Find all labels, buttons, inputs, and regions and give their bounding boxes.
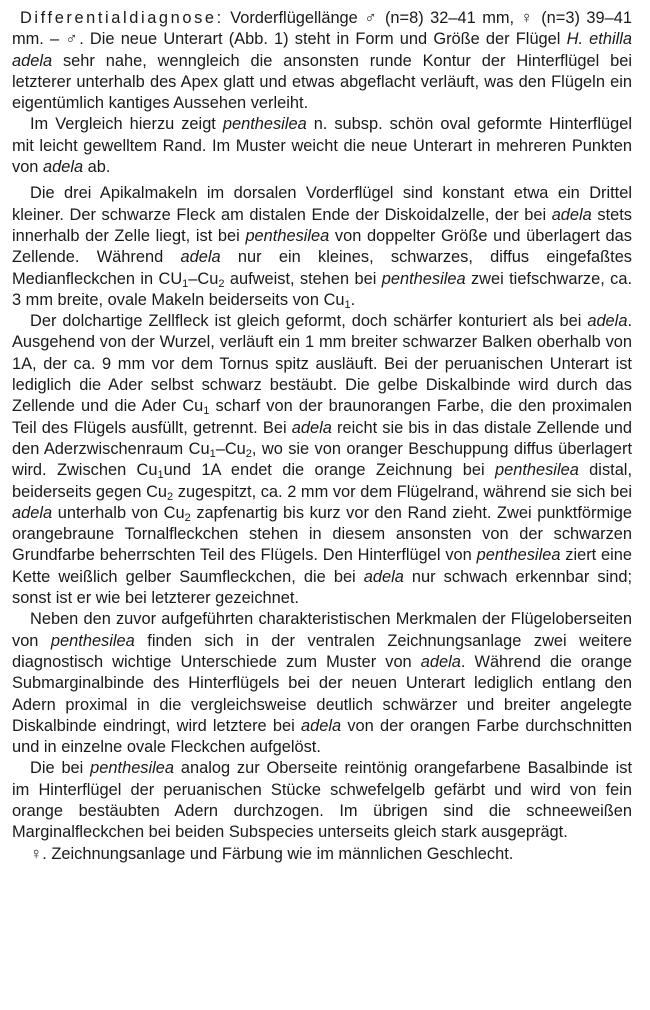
paragraph-2 (12, 114, 632, 178)
taxon-name: penthesilea (90, 759, 175, 778)
taxon-name: H. ethilla adela (12, 30, 632, 70)
text-run: analog zur Oberseite reintönig orangefarbene Basalbinde ist im Hinterflügel der peruanischen Stücke schwefelgelb gefärbt und wird von fein orange bestäubten Adern durchzogen. Im übrigen sind die schneeweißen Marginalfleckchen bei beiden Subspecies unterseits gleich stark ausgeprägt. (12, 759, 632, 842)
paragraph-7 (12, 844, 632, 865)
taxon-name: penthesilea (50, 631, 135, 650)
taxon-name: adela (42, 158, 84, 177)
text-run: stets innerhalb der Zelle liegt, ist bei (12, 205, 632, 245)
subscript-index: 2 (245, 447, 252, 460)
taxon-name: adela (12, 503, 53, 522)
text-run: Der dolchartige Zellfleck ist gleich geformt, doch schärfer konturiert als bei (30, 312, 588, 331)
section-heading: Differentialdiagnose: (20, 9, 224, 27)
text-run: sehr nahe, wenngleich die ansonsten runde Kontur der Hinterflügel bei letzterer unterhalb des Apex glatt und etwas abgeflacht verläuft, was den Flügeln ein eigentümlich kantiges Aussehen verleiht. (12, 51, 632, 113)
text-run: Die drei Apikalmakeln im dorsalen Vorderflügel sind konstant etwa ein Drittel kleiner. Der schwarze Fleck am distalen Ende der Diskoidalzelle, der bei (12, 184, 632, 224)
taxon-name: penthesilea (222, 115, 307, 134)
taxon-name: adela (301, 716, 342, 735)
text-run: Im Vergleich hierzu zeigt (30, 115, 223, 134)
text-run: unterhalb von Cu (52, 503, 185, 522)
paragraph-1 (12, 8, 632, 114)
text-run: aufweist, stehen bei (224, 269, 382, 288)
text-run: zwei tiefschwarze, ca. 3 mm breite, ovale Makeln beiderseits von Cu (12, 269, 632, 309)
text-run: Neben den zuvor aufgeführten charakteristischen Merkmalen der Flügeloberseiten von (12, 610, 632, 650)
text-run: von doppelter Größe und überlagert das Zellende. Während (12, 226, 632, 267)
taxon-name: adela (180, 248, 221, 267)
taxon-name: adela (291, 418, 332, 437)
taxon-name: penthesilea (381, 269, 466, 288)
text-run: von der orangen Farbe durchschnitten und in einzelne ovale Fleckchen aufgelöst. (12, 716, 632, 757)
text-run: ziert eine Kette weißlich gelber Saumfleckchen, die bei (12, 546, 633, 586)
text-run: Vorderflügellänge ♂ (n=8) 32–41 mm, ♀ (n=3) 39–41 mm. – ♂. Die neue Unterart (Abb. 1) steht in Form und Größe der Flügel (12, 9, 632, 49)
text-run: und 1A endet die orange Zeichnung bei (163, 461, 495, 480)
text-run: n. subsp. schön oval geformte Hinterflügel mit leicht gewelltem Rand. Im Muster weicht die neue Unterart in mehreren Punkten von (12, 115, 632, 177)
text-run: finden sich in der ventralen Zeichnungsanlage zwei weitere diagnostisch wichtige Unterschiede zum Muster von (12, 631, 632, 671)
text-run: nur ein kleines, schwarzes, diffus eingefaßtes Medianfleckchen in CU (12, 248, 632, 288)
subscript-index: 1 (203, 405, 210, 418)
text-run: –Cu (215, 439, 246, 458)
paragraph-3 (12, 183, 632, 311)
text-run: distal, beiderseits gegen Cu (12, 461, 633, 501)
text-run: nur schwach erkennbar sind; sonst ist er wie bei letzterer gezeichnet. (12, 567, 633, 608)
paragraph-5 (12, 609, 632, 758)
subscript-index: 1 (344, 298, 351, 311)
taxon-name: adela (587, 312, 628, 331)
text-run: ♀. Zeichnungsanlage und Färbung wie im männlichen Geschlecht. (30, 844, 514, 863)
text-run: scharf von der braunorangen Farbe, die den proximalen Teil des Flügels ausfüllt, getrennt. Bei (12, 397, 633, 437)
subscript-index: 1 (157, 469, 164, 482)
subscript-index: 2 (167, 490, 174, 503)
taxon-name: penthesilea (245, 226, 330, 245)
text-run: zapfenartig bis kurz vor den Rand zieht. Zwei punktförmige orangebraune Tornalfleckchen stehen in diesem ansonsten von der schwarzen Grundfarbe beherrschten Teil des Flügels. Den Hinterflügel von (12, 503, 632, 565)
text-run: , wo sie von oranger Beschuppung diffus überlagert wird. Zwischen Cu (12, 439, 632, 480)
text-run: ab. (83, 158, 111, 177)
subscript-index: 2 (218, 277, 225, 290)
subscript-index: 2 (184, 511, 191, 524)
taxon-name: penthesilea (476, 546, 561, 565)
subscript-index: 1 (209, 447, 216, 460)
taxon-name: penthesilea (494, 461, 579, 480)
taxon-name: adela (551, 205, 592, 224)
text-run: Die bei (30, 759, 91, 778)
text-run: . Ausgehend von der Wurzel, verläuft ein 1 mm breiter schwarzer Balken oberhalb von 1A, der ca. 9 mm vor dem Tornus spitz ausläuft. Bei der peruanischen Unterart ist lediglich die Ader selbst schwarz bestäubt. Die gelbe Diskalbinde wird durch das Zellende und die Ader Cu (12, 312, 632, 416)
taxon-name: adela (363, 567, 404, 586)
paragraph-4 (12, 311, 632, 609)
subscript-index: 1 (182, 277, 189, 290)
text-run: . Während die orange Submarginalbinde des Hinterflügels bei der neuen Unterart lediglich entlang den Adern proximal in die vergleichsweise deutlich schwärzer und breiter angelegte Diskalbinde eindringt, wird letztere bei (12, 652, 633, 735)
paragraph-6 (12, 758, 632, 843)
text-run: zugespitzt, ca. 2 mm vor dem Flügelrand, während sie sich bei (173, 482, 633, 501)
text-run: –Cu (188, 269, 219, 288)
taxon-name: adela (420, 652, 461, 671)
text-run: reicht sie bis in das distale Zellende und den Aderzwischenraum Cu (12, 418, 633, 458)
text-run: . (350, 290, 356, 309)
